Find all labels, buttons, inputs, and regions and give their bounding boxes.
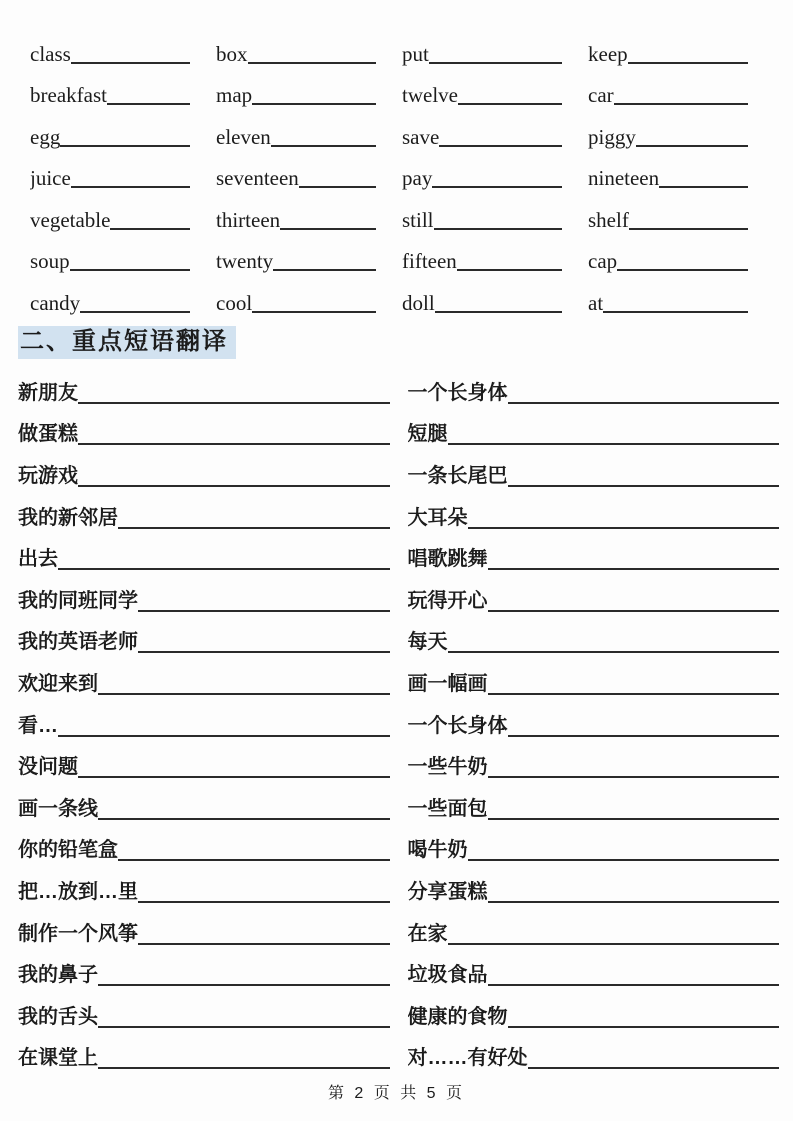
- phrase-label: 做蛋糕: [18, 423, 78, 446]
- answer-blank: [488, 610, 780, 612]
- word-item: [216, 274, 376, 316]
- word-label: car: [588, 83, 614, 107]
- word-item: [30, 67, 190, 109]
- word-label: cap: [588, 249, 618, 273]
- phrase-label: 每天: [407, 631, 448, 654]
- phrase-item: [408, 656, 780, 698]
- answer-blank: [78, 485, 390, 487]
- answer-blank: [468, 859, 780, 861]
- phrase-item: [18, 615, 390, 657]
- word-label: pay: [402, 166, 433, 190]
- word-label: class: [30, 41, 71, 66]
- word-label: cool: [216, 290, 253, 315]
- phrase-item: [18, 1031, 390, 1073]
- phrase-item: [408, 615, 780, 657]
- phrase-label: 欢迎来到: [18, 673, 98, 696]
- phrase-label: 我的鼻子: [18, 964, 98, 987]
- phrase-item: [408, 698, 780, 740]
- answer-blank: [439, 145, 562, 147]
- answer-blank: [78, 443, 390, 445]
- word-item: [402, 108, 562, 150]
- answer-blank: [78, 402, 390, 404]
- word-label: put: [402, 41, 429, 66]
- word-label: soup: [30, 249, 70, 273]
- word-item: [588, 274, 748, 316]
- phrase-label: 我的新邻居: [18, 506, 118, 529]
- word-label: doll: [402, 290, 435, 315]
- answer-blank: [468, 527, 780, 529]
- phrase-label: 一个长身体: [407, 714, 508, 737]
- word-item: [30, 274, 190, 316]
- answer-blank: [636, 145, 748, 147]
- phrase-item: [18, 781, 390, 823]
- word-label: thirteen: [216, 207, 281, 232]
- answer-blank: [458, 103, 562, 105]
- answer-blank: [659, 186, 748, 188]
- phrase-label: 没问题: [18, 756, 78, 779]
- phrase-item: [18, 365, 390, 407]
- phrase-item: [408, 823, 780, 865]
- word-item: [402, 233, 562, 275]
- phrase-item: [408, 1031, 780, 1073]
- word-item: [30, 108, 190, 150]
- answer-blank: [432, 186, 562, 188]
- answer-blank: [488, 568, 780, 570]
- phrase-item: [408, 490, 780, 532]
- word-label: save: [402, 124, 440, 149]
- phrase-item: [408, 740, 780, 782]
- phrase-item: [18, 407, 390, 449]
- word-label: twelve: [402, 83, 458, 107]
- phrase-item: [408, 365, 780, 407]
- answer-blank: [71, 186, 190, 188]
- word-label: eleven: [216, 124, 271, 149]
- word-item: [588, 150, 748, 192]
- word-item: [216, 191, 376, 233]
- word-item: [402, 67, 562, 109]
- word-item: [402, 191, 562, 233]
- answer-blank: [617, 269, 748, 271]
- phrase-item: [408, 864, 780, 906]
- answer-blank: [614, 103, 748, 105]
- phrase-item: [18, 573, 390, 615]
- phrase-item: [408, 948, 780, 990]
- answer-blank: [252, 103, 376, 105]
- word-item: [402, 25, 562, 67]
- phrase-item: [18, 740, 390, 782]
- answer-blank: [528, 1067, 780, 1069]
- answer-blank: [138, 901, 390, 903]
- answer-blank: [273, 269, 376, 271]
- phrase-item: [18, 448, 390, 490]
- answer-blank: [448, 943, 780, 945]
- answer-blank: [488, 901, 780, 903]
- phrase-label: 垃圾食品: [407, 964, 488, 987]
- word-item: [588, 67, 748, 109]
- answer-blank: [280, 228, 376, 230]
- phrase-label: 出去: [18, 548, 58, 571]
- word-label: vegetable: [30, 207, 111, 232]
- answer-blank: [271, 145, 376, 147]
- answer-blank: [488, 818, 780, 820]
- answer-blank: [98, 984, 390, 986]
- word-label: seventeen: [216, 166, 299, 190]
- phrase-item: [408, 407, 780, 449]
- answer-blank: [248, 62, 377, 64]
- word-item: [30, 233, 190, 275]
- phrase-translation-section: [0, 365, 793, 1072]
- phrase-label: 健康的食物: [407, 1005, 508, 1028]
- phrase-item: [408, 906, 780, 948]
- answer-blank: [107, 103, 190, 105]
- phrase-label: 玩游戏: [18, 465, 78, 488]
- answer-blank: [508, 1026, 780, 1028]
- answer-blank: [448, 651, 780, 653]
- word-item: [402, 274, 562, 316]
- answer-blank: [98, 818, 390, 820]
- answer-blank: [138, 610, 390, 612]
- phrase-label: 画一条线: [18, 797, 98, 820]
- answer-blank: [603, 311, 748, 313]
- phrase-label: 大耳朵: [407, 506, 468, 529]
- answer-blank: [252, 311, 376, 313]
- phrase-item: [408, 573, 780, 615]
- phrase-label: 你的铅笔盒: [18, 839, 118, 862]
- phrase-label: 分享蛋糕: [407, 881, 488, 904]
- answer-blank: [488, 984, 780, 986]
- phrase-item: [18, 656, 390, 698]
- phrase-item: [408, 448, 780, 490]
- word-label: keep: [588, 41, 628, 66]
- word-item: [588, 191, 748, 233]
- phrase-label: 一个长身体: [407, 381, 508, 404]
- answer-blank: [118, 859, 390, 861]
- word-label: piggy: [588, 124, 636, 149]
- word-item: [216, 108, 376, 150]
- page-number: 第 2 页 共 5 页: [327, 1085, 466, 1102]
- answer-blank: [434, 228, 562, 230]
- phrase-item: [18, 906, 390, 948]
- phrase-label: 画一幅画: [407, 673, 488, 696]
- answer-blank: [488, 693, 780, 695]
- phrase-label: 在家: [407, 922, 448, 945]
- word-item: [216, 233, 376, 275]
- section-title: 二、重点短语翻译: [18, 326, 236, 360]
- phrase-label: 我的同班同学: [18, 589, 138, 612]
- phrase-label: 新朋友: [18, 381, 78, 404]
- answer-blank: [429, 62, 562, 64]
- answer-blank: [629, 228, 748, 230]
- word-item: [216, 150, 376, 192]
- answer-blank: [58, 568, 390, 570]
- phrase-label: 一条长尾巴: [407, 465, 508, 488]
- phrase-label: 制作一个风筝: [18, 922, 138, 945]
- answer-blank: [138, 943, 390, 945]
- answer-blank: [98, 1026, 390, 1028]
- answer-blank: [98, 693, 390, 695]
- phrase-item: [408, 781, 780, 823]
- phrase-label: 唱歌跳舞: [407, 548, 488, 571]
- word-fill-section: [0, 25, 793, 316]
- answer-blank: [58, 735, 390, 737]
- answer-blank: [435, 311, 562, 313]
- phrase-item: [18, 864, 390, 906]
- phrase-item: [18, 698, 390, 740]
- word-item: [588, 233, 748, 275]
- phrase-item: [18, 948, 390, 990]
- phrase-label: 我的舌头: [18, 1005, 98, 1028]
- word-item: [30, 150, 190, 192]
- section-header: [0, 326, 793, 360]
- phrase-label: 一些牛奶: [407, 756, 488, 779]
- word-label: map: [216, 83, 253, 107]
- word-label: shelf: [588, 207, 629, 232]
- word-item: [216, 67, 376, 109]
- answer-blank: [60, 145, 190, 147]
- word-label: fifteen: [402, 249, 457, 273]
- word-item: [30, 25, 190, 67]
- answer-blank: [628, 62, 748, 64]
- word-item: [588, 25, 748, 67]
- phrase-column-left: [18, 365, 390, 1072]
- word-label: box: [216, 41, 248, 66]
- phrase-label: 对……有好处: [407, 1047, 528, 1070]
- phrase-item: [18, 989, 390, 1031]
- word-label: still: [402, 207, 434, 232]
- phrase-label: 喝牛奶: [407, 839, 468, 862]
- word-label: twenty: [216, 249, 274, 273]
- phrase-label: 把…放到…里: [18, 881, 138, 904]
- answer-blank: [448, 443, 780, 445]
- word-item: [402, 150, 562, 192]
- answer-blank: [98, 1067, 390, 1069]
- phrase-item: [18, 823, 390, 865]
- answer-blank: [138, 651, 390, 653]
- answer-blank: [118, 527, 390, 529]
- answer-blank: [508, 402, 780, 404]
- word-item: [30, 191, 190, 233]
- word-item: [216, 25, 376, 67]
- phrase-label: 在课堂上: [18, 1047, 98, 1070]
- phrase-label: 看…: [18, 714, 58, 737]
- word-label: at: [588, 290, 604, 315]
- word-item: [588, 108, 748, 150]
- word-label: candy: [30, 290, 81, 315]
- phrase-item: [408, 989, 780, 1031]
- phrase-label: 短腿: [407, 423, 448, 446]
- word-label: breakfast: [30, 83, 107, 107]
- answer-blank: [457, 269, 562, 271]
- answer-blank: [110, 228, 190, 230]
- word-label: nineteen: [588, 166, 660, 190]
- answer-blank: [70, 269, 190, 271]
- answer-blank: [78, 776, 390, 778]
- phrase-label: 我的英语老师: [18, 631, 138, 654]
- phrase-item: [18, 532, 390, 574]
- word-label: egg: [30, 124, 61, 149]
- phrase-label: 一些面包: [407, 797, 488, 820]
- answer-blank: [488, 776, 780, 778]
- phrase-item: [408, 532, 780, 574]
- answer-blank: [508, 485, 780, 487]
- answer-blank: [80, 311, 190, 313]
- word-label: juice: [30, 166, 71, 190]
- phrase-item: [18, 490, 390, 532]
- answer-blank: [299, 186, 376, 188]
- phrase-label: 玩得开心: [407, 589, 488, 612]
- answer-blank: [71, 62, 190, 64]
- answer-blank: [508, 735, 780, 737]
- phrase-column-right: [408, 365, 780, 1072]
